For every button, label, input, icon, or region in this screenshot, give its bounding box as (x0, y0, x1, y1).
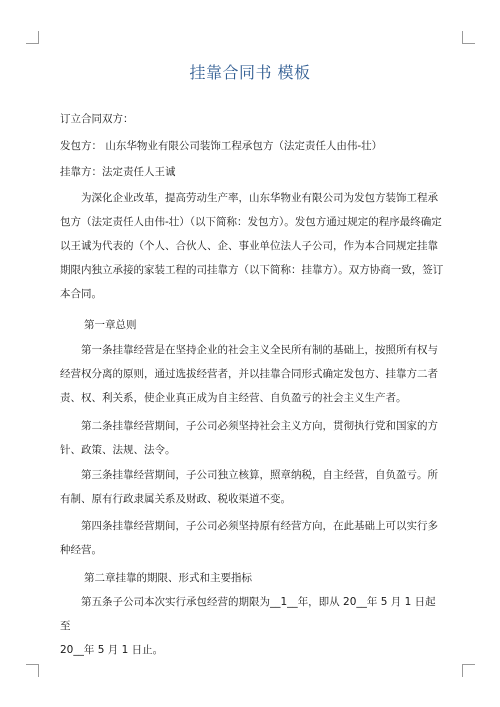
article-5-mid1: 年，即从 20 (297, 596, 357, 608)
end-year-blank: __ (73, 644, 84, 656)
article-3-paragraph: 第三条挂靠经营期间，子公司独立核算，照章纳税，自主经营，自负盈亏。所有制、原有行政隶属关系及财政、税收渠道不变。 (60, 469, 438, 505)
document-title: 挂靠合同书 模板 (189, 63, 311, 82)
contractor-line: 发包方： 山东华物业有限公司装饰工程承包方（法定责任人由伟-壮） (60, 140, 383, 152)
start-year-blank: __ (356, 596, 367, 608)
article-1-paragraph: 第一条挂靠经营是在坚持企业的社会主义全民所有制的基础上，按照所有权与经营权分离的原则，通过选拔经营者，并以挂靠合同形式确定发包方、挂靠方二者责、权、利关系，使企业真正成为自主经营、自负盈亏的社会主义生产者。 (60, 344, 438, 404)
article-5-prefix: 第五条子公司本次实行承包经营的期限为 (81, 596, 270, 608)
chapter-2-heading: 第二章挂靠的期限、形式和主要指标 (84, 572, 252, 584)
article-2-paragraph: 第二条挂靠经营期间，子公司必须坚持社会主义方向，贯彻执行党和国家的方针、政策、法规、法令。 (60, 420, 438, 456)
end-year-prefix: 20 (60, 644, 74, 656)
chapter-1-heading: 第一章总则 (84, 319, 137, 331)
term-years-blank: __1__ (270, 596, 298, 608)
corner-mark-bottom-left (26, 664, 39, 677)
corner-mark-bottom-right (462, 664, 475, 677)
corner-mark-top-left (26, 31, 39, 44)
article-5-end: 年 5 月 1 日止。 (83, 644, 164, 656)
parties-heading: 订立合同双方： (60, 113, 134, 125)
affiliate-line: 挂靠方：法定责任人王诚 (60, 166, 176, 178)
article-5-paragraph (60, 590, 446, 662)
corner-mark-top-right (462, 31, 475, 44)
article-5-mid2: 年 5 月 1 日起至 (60, 596, 436, 632)
article-4-paragraph: 第四条挂靠经营期间，子公司必须坚持原有经营方向，在此基础上可以实行多种经营。 (60, 520, 438, 556)
preamble-paragraph: 为深化企业改革，提高劳动生产率，山东华物业有限公司为发包方装饰工程承包方（法定责任人由伟-壮）（以下简称：发包方）。发包方通过规定的程序最终确定以王诚为代表的（个人、合伙人、企、事业单位法人子公司，作为本合同规定挂靠期限内独立承接的家装工程的司挂靠方（以下简称：挂靠方）。双方协商一致，签订本合同。 (60, 192, 444, 300)
